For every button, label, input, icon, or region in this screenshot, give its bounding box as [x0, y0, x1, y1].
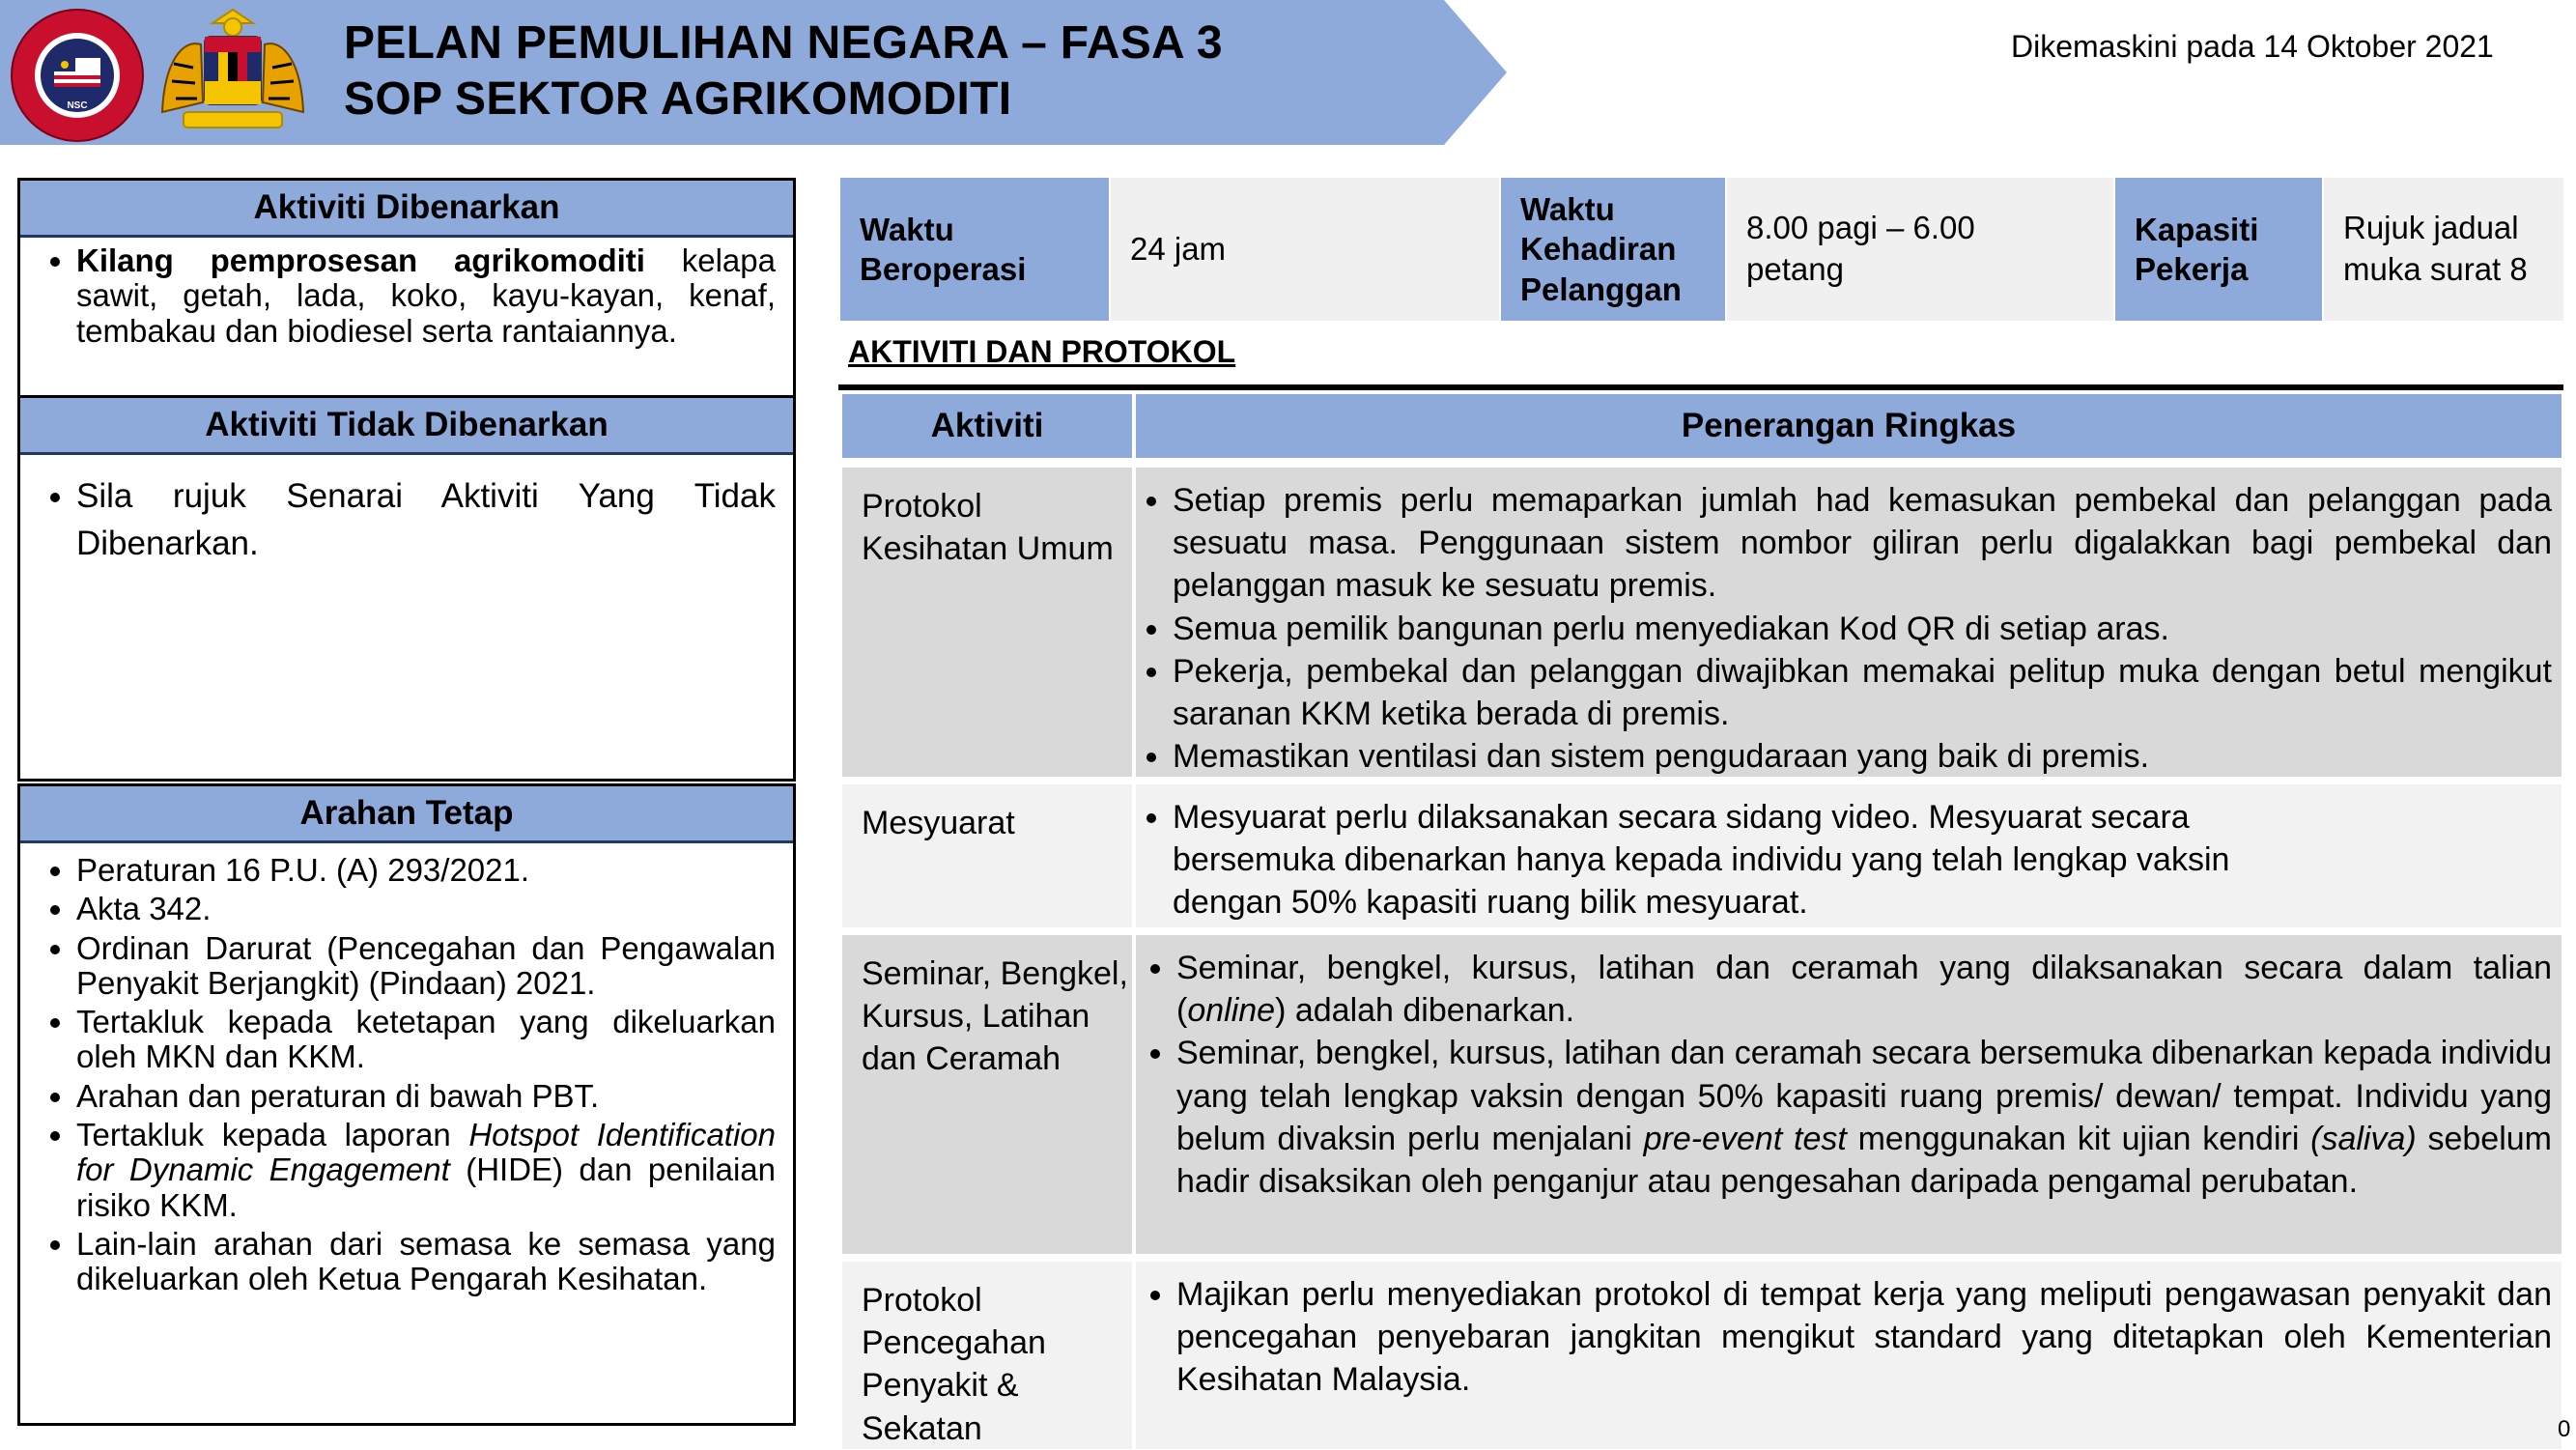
operating-hours-label: Waktu Beroperasi	[840, 178, 1109, 321]
directive-hide-pre: Tertakluk kepada laporan	[76, 1117, 469, 1153]
description-item: • Mesyuarat perlu dilaksanakan secara sidang video. Mesyuarat secara bersemuka dibenarkan hanya kepada individu yang telah lengkap vaksin dengan 50% kapasiti ruang bilik mesyuarat.	[1173, 796, 2291, 924]
description-cell-seminar	[1136, 935, 2562, 1254]
allowed-activity-rest: kelapa sawit, getah, lada, koko, kayu-kayan, kenaf, tembakau dan biodiesel serta rantaiannya.	[76, 242, 776, 349]
seminar-inperson-italic-2: (saliva)	[2310, 1120, 2417, 1157]
directive-hide-post: (HIDE) dan penilaian risiko KKM.	[76, 1151, 776, 1223]
description-item: • Setiap premis perlu memaparkan jumlah had kemasukan pembekal dan pelanggan pada sesuatu masa. Penggunaan sistem nombor giliran perlu digalakkan bagi pembekal dan pelanggan masuk ke sesuatu premis.	[1173, 479, 2552, 608]
seminar-online-italic: online	[1187, 992, 1276, 1030]
directive-item-hide	[76, 1118, 776, 1223]
activity-cell-health-protocol: Protokol Kesihatan Umum	[842, 468, 1132, 777]
allowed-activity-bold: Kilang pemprosesan agrikomoditi	[76, 242, 645, 278]
description-cell-meeting	[1136, 784, 2562, 927]
directive-item: • Lain-lain arahan dari semasa ke semasa yang dikeluarkan oleh Ketua Pengarah Kesihatan.	[76, 1227, 776, 1297]
allowed-activities-heading: Aktiviti Dibenarkan	[20, 181, 793, 238]
worker-capacity-label: Kapasiti Pekerja	[2115, 178, 2322, 321]
column-header-activity: Aktiviti	[842, 394, 1132, 458]
activity-cell-prevention: Protokol Pencegahan Penyakit & Sekatan	[842, 1262, 1132, 1449]
worker-capacity-value: Rujuk jadual muka surat 8	[2324, 178, 2563, 321]
page-title	[344, 15, 1223, 128]
coat-of-arms-icon	[155, 6, 311, 143]
activity-cell-seminar: Seminar, Bengkel, Kursus, Latihan dan Ceramah	[842, 935, 1132, 1254]
customer-hours-value: 8.00 pagi – 6.00 petang	[1727, 178, 2113, 321]
directive-hide-italic: Hotspot Identification for Dynamic Engagement	[76, 1117, 777, 1188]
section-title: AKTIVITI DAN PROTOKOL	[848, 334, 1236, 369]
column-header-description: Penerangan Ringkas	[1136, 394, 2562, 458]
allowed-activities-panel	[17, 178, 796, 398]
not-allowed-activities-body	[20, 455, 793, 567]
standing-directives-panel	[17, 783, 796, 1426]
nsc-center-text: NSC	[67, 100, 88, 111]
description-item: • Majikan perlu menyediakan protokol di tempat kerja yang meliputi pengawasan penyakit dan pencegahan penyebaran jangkitan mengikut standard yang ditetapkan oleh Kementerian Kesihatan Malaysia.	[1176, 1273, 2552, 1402]
directive-item: • Akta 342.	[76, 892, 776, 926]
not-allowed-item: • Sila rujuk Senarai Aktiviti Yang Tidak Dibenarkan.	[76, 472, 776, 567]
standing-directives-heading: Arahan Tetap	[20, 786, 793, 843]
updated-date: Dikemaskini pada 14 Oktober 2021	[2011, 29, 2494, 64]
allowed-activities-body	[20, 238, 793, 349]
not-allowed-activities-heading: Aktiviti Tidak Dibenarkan	[20, 398, 793, 455]
seminar-online-pre: Seminar, bengkel, kursus, latihan dan ceramah yang dilaksanakan secara dalam talian (	[1176, 950, 2552, 1030]
directive-item: • Arahan dan peraturan di bawah PBT.	[76, 1079, 776, 1114]
section-divider	[838, 384, 2563, 390]
description-item: • Semua pemilik bangunan perlu menyediakan Kod QR di setiap aras.	[1173, 608, 2552, 650]
seminar-inperson-c: sebelum hadir disaksikan oleh penganjur atau pengesahan daripada pengamal perubatan.	[1176, 1120, 2552, 1200]
standing-directives-body	[20, 843, 793, 1297]
seminar-inperson-a: Seminar, bengkel, kursus, latihan dan ceramah secara bersemuka dibenarkan kepada individu yang telah lengkap vaksin dengan 50% kapasiti ruang premis/ dewan/ tempat. Individu yang belum divaksin perlu menjalani	[1176, 1035, 2552, 1157]
page-number-fragment: 0	[2558, 1416, 2571, 1442]
description-item: • Memastikan ventilasi dan sistem pengudaraan yang baik di premis.	[1173, 735, 2552, 778]
operating-hours-value: 24 jam	[1111, 178, 1499, 321]
directive-item: • Peraturan 16 P.U. (A) 293/2021.	[76, 853, 776, 888]
description-item: • Pekerja, pembekal dan pelanggan diwajibkan memakai pelitup muka dengan betul mengikut saranan KKM ketika berada di premis.	[1173, 650, 2552, 735]
not-allowed-activities-panel	[17, 395, 796, 782]
description-cell-prevention	[1136, 1262, 2562, 1449]
customer-hours-label: Waktu Kehadiran Pelanggan	[1501, 178, 1725, 321]
title-line-1: PELAN PEMULIHAN NEGARA – FASA 3	[344, 17, 1223, 69]
seminar-inperson-b: menggunakan kit ujian kendiri	[1846, 1120, 2311, 1157]
directive-item: • Tertakluk kepada ketetapan yang dikeluarkan oleh MKN dan KKM.	[76, 1005, 776, 1075]
directive-item: • Ordinan Darurat (Pencegahan dan Pengawalan Penyakit Berjangkit) (Pindaan) 2021.	[76, 931, 776, 1002]
description-cell-health-protocol	[1136, 468, 2562, 777]
seminar-inperson-italic-1: pre-event test	[1643, 1120, 1847, 1157]
seminar-online-post: ) adalah dibenarkan.	[1275, 992, 1575, 1030]
activity-cell-meeting: Mesyuarat	[842, 784, 1132, 927]
title-line-2: SOP SEKTOR AGRIKOMODITI	[344, 73, 1012, 125]
description-item	[1176, 947, 2552, 1032]
description-item	[1176, 1032, 2552, 1203]
nsc-seal-icon	[6, 8, 149, 143]
allowed-activity-item	[76, 243, 776, 349]
